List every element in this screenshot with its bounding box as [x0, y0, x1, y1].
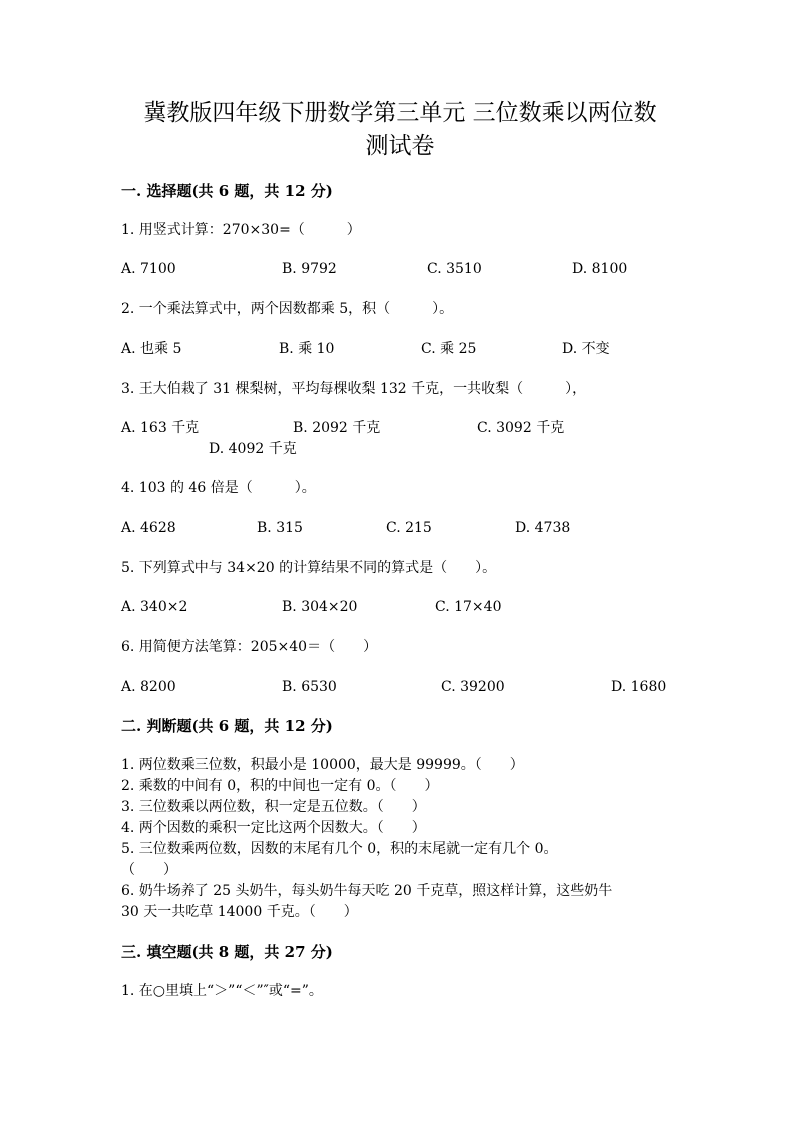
question-6-stem: 6. 用简便方法笔算：205×40＝（ ） [121, 639, 378, 655]
question-1-option-d: D. 8100 [572, 261, 628, 277]
question-5-stem: 5. 下列算式中与 34×20 的计算结果不同的算式是（ ）。 [121, 560, 497, 576]
question-1-option-b: B. 9792 [282, 261, 337, 277]
question-2-option-d: D. 不变 [562, 341, 610, 357]
question-4-stem: 4. 103 的 46 倍是（ ）。 [121, 480, 316, 496]
question-3-option-a: A. 163 千克 [121, 420, 200, 436]
judgement-6: 6. 奶牛场养了 25 头奶牛，每头奶牛每天吃 20 千克草，照这样计算，这些奶牛 [121, 883, 613, 899]
question-6-option-b: B. 6530 [282, 679, 337, 695]
question-2-option-c: C. 乘 25 [421, 341, 477, 357]
question-6-option-a: A. 8200 [121, 679, 176, 695]
question-2-option-a: A. 也乘 5 [121, 341, 182, 357]
question-5-option-a: A. 340×2 [121, 599, 188, 615]
question-6-option-c: C. 39200 [441, 679, 505, 695]
question-5-option-b: B. 304×20 [282, 599, 358, 615]
question-4-option-d: D. 4738 [515, 520, 571, 536]
question-4-option-b: B. 315 [257, 520, 303, 536]
judgement-6-continued: 30 天一共吃草 14000 千克。（ ） [121, 904, 358, 920]
question-3-stem: 3. 王大伯栽了 31 棵梨树，平均每棵收梨 132 千克，一共收梨（ ）， [121, 381, 587, 397]
section-heading-fill-blank: 三. 填空题(共 8 题，共 27 分) [121, 943, 333, 961]
question-1-stem: 1. 用竖式计算：270×30=（ ） [121, 222, 361, 238]
section-heading-judgement: 二. 判断题(共 6 题，共 12 分) [121, 717, 333, 735]
question-1-option-c: C. 3510 [427, 261, 482, 277]
question-5-option-c: C. 17×40 [435, 599, 502, 615]
judgement-4: 4. 两个因数的乘积一定比这两个因数大。（ ） [121, 820, 426, 836]
judgement-1: 1. 两位数乘三位数，积最小是 10000，最大是 99999。（ ） [121, 757, 524, 773]
question-2-stem: 2. 一个乘法算式中，两个因数都乘 5，积（ ）。 [121, 301, 454, 317]
section-heading-choice: 一. 选择题(共 6 题，共 12 分) [121, 182, 333, 200]
question-4-option-a: A. 4628 [121, 520, 176, 536]
question-1-option-a: A. 7100 [121, 261, 176, 277]
question-6-option-d: D. 1680 [611, 679, 667, 695]
judgement-5-bracket: （ ） [121, 862, 177, 878]
judgement-5: 5. 三位数乘两位数，因数的末尾有几个 0，积的末尾就一定有几个 0。 [121, 841, 558, 857]
page-title-line-1: 冀教版四年级下册数学第三单元 三位数乘以两位数 [143, 100, 657, 126]
question-3-option-c: C. 3092 千克 [477, 420, 565, 436]
judgement-2: 2. 乘数的中间有 0，积的中间也一定有 0。（ ） [121, 778, 439, 794]
page-title-line-2: 测试卷 [365, 133, 435, 159]
question-3-option-b: B. 2092 千克 [293, 420, 381, 436]
question-2-option-b: B. 乘 10 [279, 341, 335, 357]
question-3-option-d: D. 4092 千克 [209, 441, 297, 457]
question-4-option-c: C. 215 [386, 520, 432, 536]
judgement-3: 3. 三位数乘以两位数，积一定是五位数。（ ） [121, 799, 426, 815]
fill-blank-1: 1. 在○里填上“＞”“＜”″或“=”。 [121, 983, 323, 999]
